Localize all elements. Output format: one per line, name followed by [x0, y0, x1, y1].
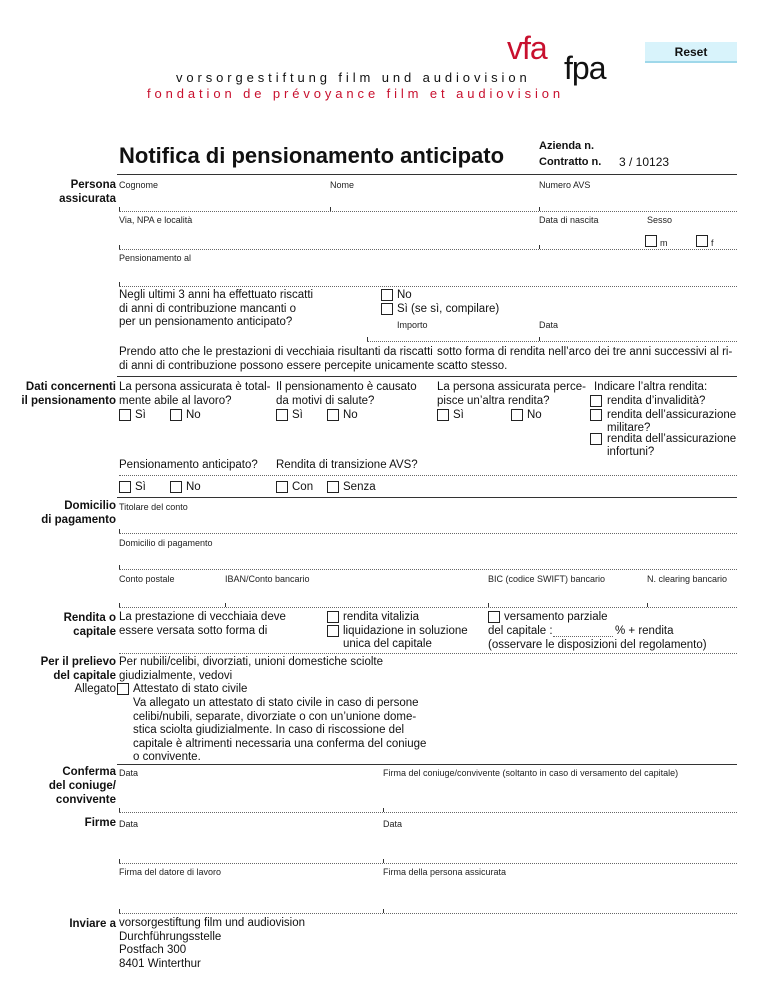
- firma-assicurata-label: Firma della persona assicurata: [383, 867, 507, 877]
- avs-label: Numero AVS: [539, 180, 591, 190]
- firme-data2-label: Data: [383, 819, 403, 829]
- abile-si-checkbox[interactable]: [119, 409, 131, 421]
- firma-datore-label: Firma del datore di lavoro: [119, 867, 222, 877]
- row1-field-line[interactable]: [119, 211, 737, 212]
- section-firme: Firme: [84, 817, 116, 829]
- infortuni-checkbox[interactable]: [590, 433, 602, 445]
- altra-si-label: Sì: [453, 409, 464, 421]
- anticipato-no-label: No: [186, 481, 201, 493]
- conferma-data-label: Data: [119, 768, 139, 778]
- prelievo-text: Per nubili/celibi, divorziati, unioni domestiche sciolte giudizialmente, vedovi: [119, 656, 383, 682]
- riscatti-si-checkbox[interactable]: [381, 303, 393, 315]
- q-transizione: Rendita di transizione AVS?: [276, 459, 418, 471]
- pct-label: % + rendita: [615, 625, 674, 637]
- liquidazione-checkbox[interactable]: [327, 625, 339, 637]
- attestato-checkbox[interactable]: [117, 683, 129, 695]
- riscatti-no-checkbox[interactable]: [381, 289, 393, 301]
- tagline-fr: fondation de prévoyance film et audiovision: [147, 86, 565, 101]
- attestato-label: Attestato di stato civile: [133, 683, 248, 695]
- bic-label: BIC (codice SWIFT) bancario: [488, 574, 606, 584]
- azienda-label: Azienda n.: [539, 140, 595, 152]
- row2-field-line[interactable]: [119, 249, 737, 250]
- allegato-label: Allegato: [74, 683, 116, 695]
- sesso-label: Sesso: [647, 215, 673, 225]
- osservare-label: (osservare le disposizioni del regolamento): [488, 639, 707, 651]
- sex-m-label: m: [660, 238, 668, 248]
- titolare-field[interactable]: [119, 533, 737, 534]
- conto-postale-label: Conto postale: [119, 574, 175, 584]
- rendita-text: La prestazione di vecchiaia deve essere versata sotto forma di: [119, 611, 286, 637]
- altra-no-label: No: [527, 409, 542, 421]
- anticipato-no-checkbox[interactable]: [170, 481, 182, 493]
- transizione-con-checkbox[interactable]: [276, 481, 288, 493]
- section-pensionamento: Dati concernenti il pensionamento: [21, 381, 116, 407]
- q-altra-rendita: La persona assicurata perce- pisce un’altra rendita?: [437, 381, 586, 407]
- section-domicilio: Domicilio di pagamento: [41, 500, 116, 526]
- vitalizia-label: rendita vitalizia: [343, 611, 420, 623]
- sex-f-checkbox[interactable]: [696, 235, 708, 247]
- abile-no-checkbox[interactable]: [170, 409, 182, 421]
- abile-no-label: No: [186, 409, 201, 421]
- via-label: Via, NPA e località: [119, 215, 193, 225]
- page-title: Notifica di pensionamento anticipato: [119, 143, 505, 168]
- section-inviare: Inviare a: [69, 918, 116, 930]
- cognome-label: Cognome: [119, 180, 159, 190]
- transizione-senza-checkbox[interactable]: [327, 481, 339, 493]
- titolare-label: Titolare del conto: [119, 502, 188, 512]
- infortuni-label: rendita dell’assicurazione infortuni?: [607, 433, 737, 458]
- anticipato-si-checkbox[interactable]: [119, 481, 131, 493]
- anticipato-si-label: Sì: [135, 481, 146, 493]
- domicilio-label: Domicilio di pagamento: [119, 538, 213, 548]
- vitalizia-checkbox[interactable]: [327, 611, 339, 623]
- iban-label: IBAN/Conto bancario: [225, 574, 310, 584]
- reset-button[interactable]: Reset: [645, 42, 737, 63]
- pens-al-field[interactable]: [119, 286, 737, 287]
- altra-no-checkbox[interactable]: [511, 409, 523, 421]
- transizione-senza-label: Senza: [343, 481, 376, 493]
- notice-left: Prendo atto che le prestazioni di vecchiaia risultanti da riscatti di anni di contribuzione possono essere percepite unicamente: [119, 346, 435, 372]
- riscatti-si-label: Sì (se sì, compilare): [397, 303, 500, 315]
- sex-f-label: f: [711, 238, 714, 248]
- salute-no-label: No: [343, 409, 358, 421]
- attestato-detail: Va allegato un attestato di stato civile in caso di persone celibi/nubili, separate, divorziate o con un’unione dome- stica sciolta giudizialmente. In caso di riscossione del capitale è altrimenti necessaria una conferma del coniuge o convivente.: [133, 697, 427, 763]
- bank-fields-line[interactable]: [119, 607, 737, 608]
- militare-label: rendita dell’assicurazione militare?: [607, 409, 737, 434]
- data-riscatto-label: Data: [539, 320, 559, 330]
- militare-checkbox[interactable]: [590, 409, 602, 421]
- riscatti-no-label: No: [397, 289, 412, 301]
- sex-m-checkbox[interactable]: [645, 235, 657, 247]
- firme-data1-label: Data: [119, 819, 139, 829]
- firme-data-field[interactable]: [119, 863, 737, 864]
- capitale-label: del capitale :: [488, 625, 553, 637]
- section-persona: Persona assicurata: [59, 179, 116, 205]
- q-abile: La persona assicurata è total- mente abile al lavoro?: [119, 381, 271, 407]
- inviare-address: vorsorgestiftung film und audiovision Durchführungsstelle Postfach 300 8401 Winterthur: [119, 917, 306, 970]
- parziale-checkbox[interactable]: [488, 611, 500, 623]
- liquidazione-label: liquidazione in soluzione unica del capitale: [343, 625, 468, 650]
- importo-label: Importo: [397, 320, 428, 330]
- logo-vfa: vfa: [507, 30, 547, 66]
- section-conferma: Conferma del coniuge/ convivente: [48, 766, 116, 806]
- percent-field[interactable]: [553, 636, 613, 637]
- nascita-label: Data di nascita: [539, 215, 599, 225]
- importo-data-field[interactable]: [367, 341, 737, 342]
- riscatti-question: Negli ultimi 3 anni ha effettuato riscatti di anni di contribuzione mancanti o per un pensionamento anticipato?: [119, 289, 314, 328]
- notice-right: sotto forma di rendita nell’arco dei tre anni successivi al ri- scatto stesso.: [437, 346, 733, 372]
- salute-si-label: Sì: [292, 409, 303, 421]
- section-prelievo: Per il prelievo del capitale: [40, 656, 116, 682]
- q-indicare: Indicare l’altra rendita:: [594, 381, 708, 393]
- logo-fpa: fpa: [564, 50, 606, 86]
- contract-number-value: 3 / 10123: [619, 155, 670, 169]
- section-rendita: Rendita o capitale: [63, 612, 116, 638]
- parziale-label: versamento parziale: [504, 611, 608, 623]
- tagline-de: vorsorgestiftung film und audiovision: [176, 70, 531, 85]
- invalidita-label: rendita d’invalidità?: [607, 395, 706, 407]
- altra-si-checkbox[interactable]: [437, 409, 449, 421]
- q-anticipato: Pensionamento anticipato?: [119, 459, 258, 471]
- nome-label: Nome: [330, 180, 355, 190]
- domicilio-field[interactable]: [119, 569, 737, 570]
- firme-sign-field[interactable]: [119, 913, 737, 914]
- salute-no-checkbox[interactable]: [327, 409, 339, 421]
- abile-si-label: Sì: [135, 409, 146, 421]
- contratto-label: Contratto n.: [539, 156, 602, 168]
- invalidita-checkbox[interactable]: [590, 395, 602, 407]
- conferma-firma-label: Firma del coniuge/convivente (soltanto in caso di versamento del capitale): [383, 768, 679, 778]
- q-salute: Il pensionamento è causato da motivi di salute?: [276, 381, 417, 407]
- clearing-label: N. clearing bancario: [647, 574, 728, 584]
- salute-si-checkbox[interactable]: [276, 409, 288, 421]
- conferma-field[interactable]: [119, 812, 737, 813]
- pens-al-label: Pensionamento al: [119, 253, 192, 263]
- transizione-con-label: Con: [292, 481, 314, 493]
